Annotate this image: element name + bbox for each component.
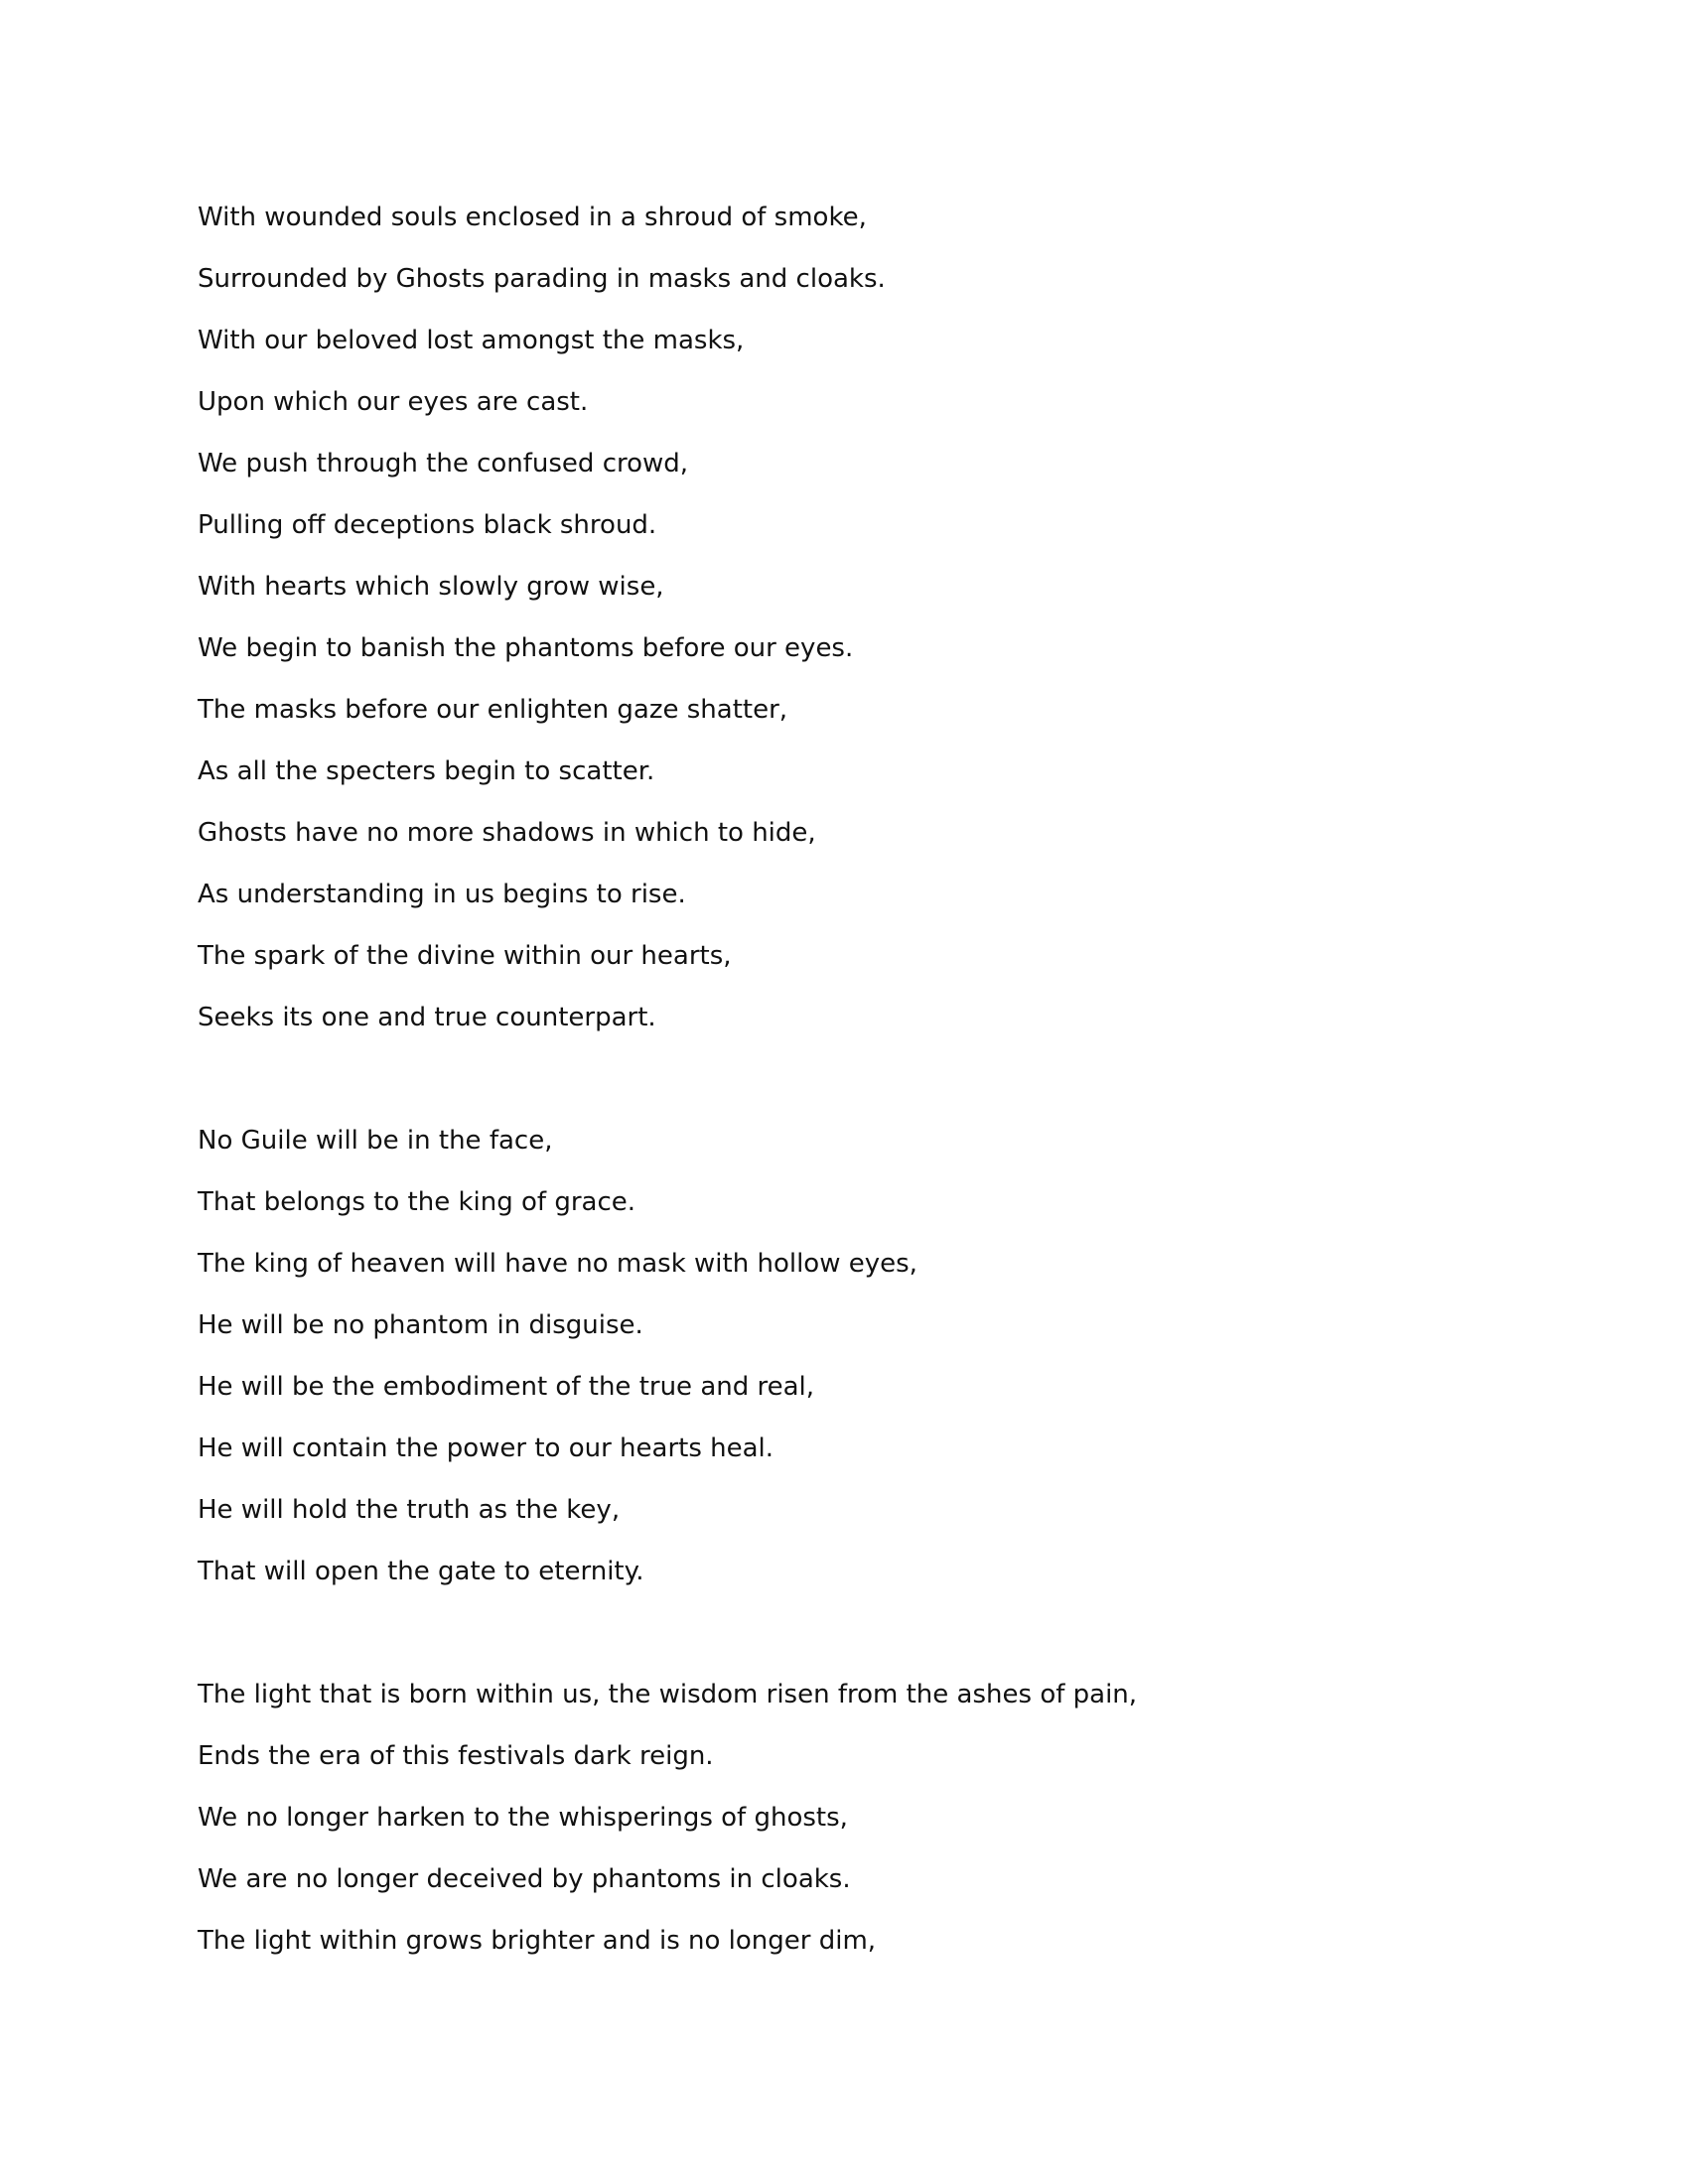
stanza-3 (198, 1674, 1488, 1981)
poem-line: We are no longer deceived by phantoms in cloaks. (198, 1864, 851, 1894)
poem-line: Surrounded by Ghosts parading in masks and cloaks. (198, 264, 886, 294)
poem-line: The light within grows brighter and is no longer dim, (198, 1926, 877, 1956)
poem-line: No Guile will be in the face, (198, 1126, 553, 1156)
stanza-1 (198, 197, 1488, 1058)
poem-line: The king of heaven will have no mask with hollow eyes, (198, 1249, 917, 1279)
poem-line: Upon which our eyes are cast. (198, 387, 589, 417)
poem-line: He will contain the power to our hearts heal. (198, 1433, 774, 1463)
poem-line: That will open the gate to eternity. (198, 1557, 644, 1586)
poem-line: He will be no phantom in disguise. (198, 1310, 643, 1340)
poem-line: Seeks its one and true counterpart. (198, 1003, 656, 1032)
stanza-break (198, 1612, 1488, 1674)
poem-line: We begin to banish the phantoms before our eyes. (198, 633, 854, 663)
poem-line: Ghosts have no more shadows in which to hide, (198, 818, 816, 848)
poem-line: That belongs to the king of grace. (198, 1187, 636, 1217)
poem-line: With hearts which slowly grow wise, (198, 572, 664, 602)
poem-line: We no longer harken to the whisperings of ghosts, (198, 1803, 848, 1833)
poem-line: We push through the confused crowd, (198, 449, 689, 478)
poem-line: With our beloved lost amongst the masks, (198, 326, 745, 355)
poem-line: He will hold the truth as the key, (198, 1495, 621, 1525)
poem-line: The spark of the divine within our hearts, (198, 941, 732, 971)
poem-line: The light that is born within us, the wisdom risen from the ashes of pain, (198, 1680, 1138, 1709)
poem-line: Ends the era of this festivals dark reign. (198, 1741, 714, 1771)
poem-line: The masks before our enlighten gaze shatter, (198, 695, 788, 725)
poem-line: He will be the embodiment of the true and real, (198, 1372, 815, 1402)
poem-line: As all the specters begin to scatter. (198, 756, 655, 786)
stanza-2 (198, 1120, 1488, 1612)
stanza-break (198, 1058, 1488, 1120)
poem-line: Pulling off deceptions black shroud. (198, 510, 657, 540)
poem-line: As understanding in us begins to rise. (198, 880, 686, 909)
poem-line: With wounded souls enclosed in a shroud of smoke, (198, 203, 867, 232)
poem-body (198, 197, 1488, 1981)
